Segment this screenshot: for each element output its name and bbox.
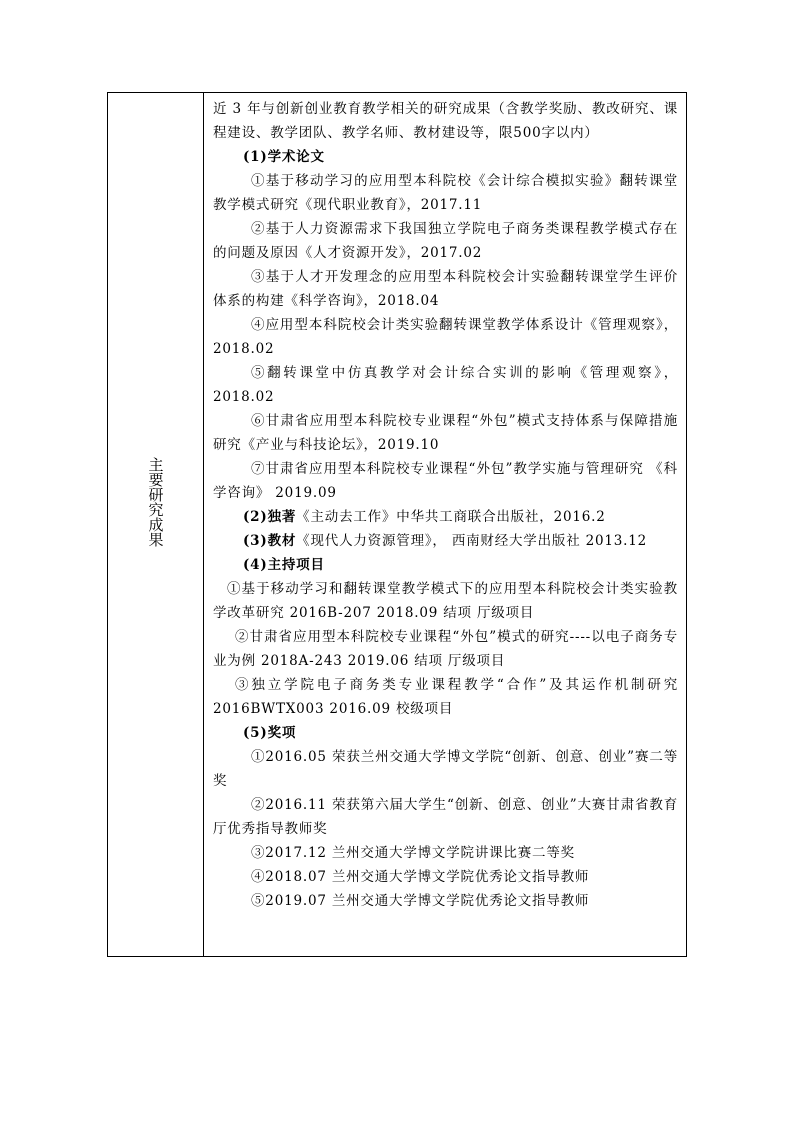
row-label: 主要研究成果	[146, 457, 165, 547]
textbook-line	[213, 529, 678, 553]
section-heading-papers: (1)学术论文	[243, 149, 325, 165]
paper-item: ⑤翻转课堂中仿真教学对会计综合实训的影响《管理观察》，2018.02	[213, 365, 678, 405]
section-heading-projects: (4)主持项目	[243, 557, 325, 573]
textbook-text: 《现代人力资源管理》， 西南财经大学出版社 2013.12	[296, 533, 648, 549]
award-item: ②2016.11 荣获第六届大学生“创新、创意、创业”大赛甘肃省教育厅优秀指导教师奖	[213, 797, 678, 837]
paper-item: ⑦甘肃省应用型本科院校专业课程“外包”教学实施与管理研究 《科学咨询》 2019.09	[213, 461, 678, 501]
project-item: ②甘肃省应用型本科院校专业课程“外包”模式的研究----以电子商务专业为例 2018A-243 2019.06 结项 厅级项目	[213, 629, 678, 669]
award-item: ④2018.07 兰州交通大学博文学院优秀论文指导教师	[251, 869, 590, 885]
content-cell	[205, 93, 686, 956]
section-heading-textbook: (3)教材	[243, 533, 297, 549]
row-label-cell	[108, 93, 204, 956]
award-item: ①2016.05 荣获兰州交通大学博文学院“创新、创意、创业”赛二等奖	[213, 749, 678, 789]
section-heading-awards: (5)奖项	[243, 725, 297, 741]
paper-item: ⑥甘肃省应用型本科院校专业课程“外包”模式支持体系与保障措施研究《产业与科技论坛》，2019.10	[213, 413, 678, 453]
monograph-line	[213, 505, 678, 529]
award-item: ③2017.12 兰州交通大学博文学院讲课比赛二等奖	[251, 845, 575, 861]
paper-item: ②基于人力资源需求下我国独立学院电子商务类课程教学模式存在的问题及原因《人才资源开发》，2017.02	[213, 221, 678, 261]
monograph-text: 《主动去工作》中华共工商联合出版社，2016.2	[296, 509, 606, 525]
section-heading-monograph: (2)独著	[243, 509, 297, 525]
results-table	[107, 92, 687, 957]
award-item: ⑤2019.07 兰州交通大学博文学院优秀论文指导教师	[251, 893, 590, 909]
paper-item: ③基于人才开发理念的应用型本科院校会计实验翻转课堂学生评价体系的构建《科学咨询》，2018.04	[213, 269, 678, 309]
paper-item: ①基于移动学习的应用型本科院校《会计综合模拟实验》翻转课堂教学模式研究《现代职业教育》，2017.11	[213, 173, 678, 213]
project-item: ①基于移动学习和翻转课堂教学模式下的应用型本科院校会计类实验教学改革研究 2016B-207 2018.09 结项 厅级项目	[213, 581, 678, 621]
project-item: ③独立学院电子商务类专业课程教学“合作”及其运作机制研究2016BWTX003 2016.09 校级项目	[213, 677, 678, 717]
intro-text: 近 3 年与创新创业教育教学相关的研究成果（含教学奖励、教改研究、课程建设、教学团队、教学名师、教材建设等，限500字以内）	[213, 101, 678, 141]
paper-item: ④应用型本科院校会计类实验翻转课堂教学体系设计《管理观察》，2018.02	[213, 317, 678, 357]
